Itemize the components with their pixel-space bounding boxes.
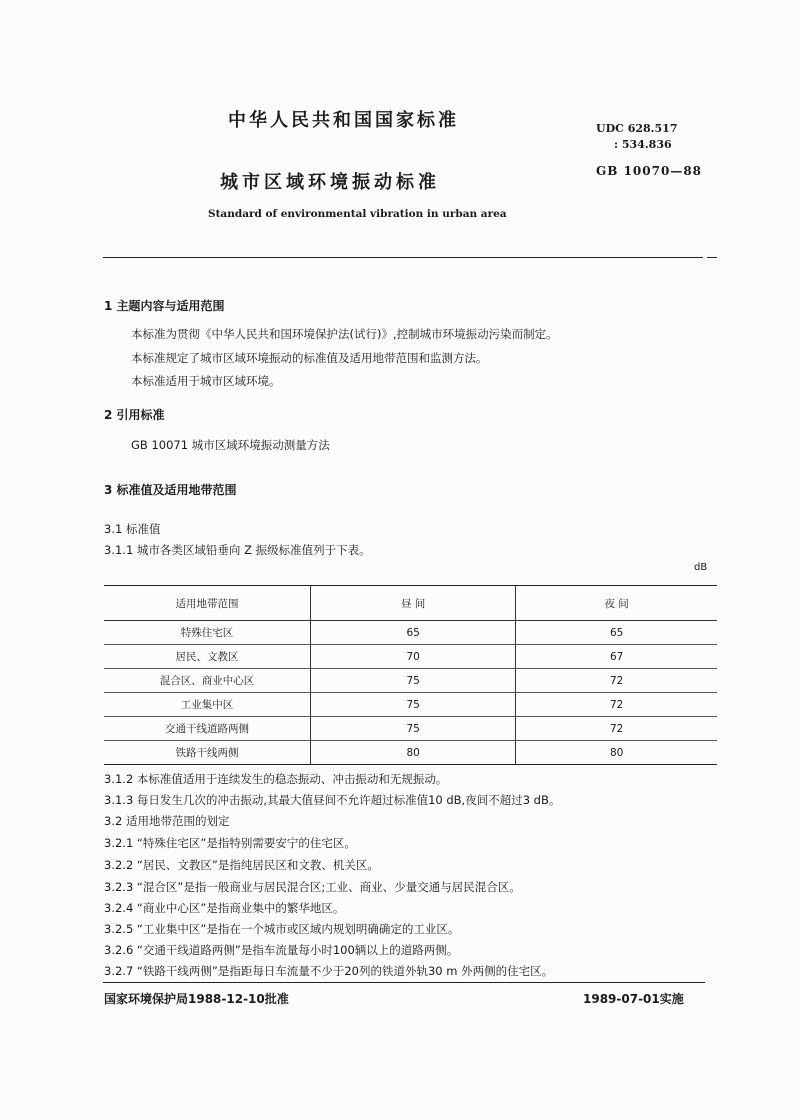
table-header-row [104, 586, 717, 621]
clause-3-1-2: 3.1.2 本标准值适用于连续发生的稳态振动、冲击振动和无规振动。 [104, 772, 448, 786]
night-value-cell: 65 [516, 621, 717, 645]
clause-3-2-3: 3.2.3 “混合区”是指一般商业与居民混合区;工业、商业、少量交通与居民混合区。 [104, 880, 521, 894]
udc-code-line2: : 534.836 [614, 138, 672, 151]
clause-3-1-3: 3.1.3 每日发生几次的冲击振动,其最大值昼间不允许超过标准值10 dB,夜间不超过3 dB。 [104, 793, 561, 807]
header-rule-dash [707, 257, 717, 258]
clause-3-2-6: 3.2.6 “交通干线道路两侧”是指车流量每小时100辆以上的道路两侧。 [104, 943, 459, 957]
clause-3-2-2: 3.2.2 “居民、文教区”是指纯居民区和文教、机关区。 [104, 858, 379, 872]
section-1-paragraph-1: 本标准为贯彻《中华人民共和国环境保护法(试行)》,控制城市环境振动污染而制定。 [131, 327, 558, 341]
table-row [104, 669, 717, 693]
table-row [104, 717, 717, 741]
night-value-cell: 72 [516, 693, 717, 717]
table-row [104, 741, 717, 765]
table-row [104, 693, 717, 717]
zone-cell: 铁路干线两侧 [104, 741, 311, 765]
effective-date: 1989-07-01实施 [583, 992, 684, 1006]
table-row [104, 621, 717, 645]
clause-3-2: 3.2 适用地带范围的划定 [104, 814, 230, 828]
night-value-cell: 72 [516, 717, 717, 741]
column-header-day: 昼 间 [311, 586, 516, 621]
day-value-cell: 70 [311, 645, 516, 669]
gb-number: GB 10070—88 [596, 164, 703, 178]
clause-3-2-5: 3.2.5 “工业集中区”是指在一个城市或区域内规划明确确定的工业区。 [104, 922, 460, 936]
section-1-paragraph-2: 本标准规定了城市区域环境振动的标准值及适用地带范围和监测方法。 [131, 351, 488, 365]
clause-3-2-1: 3.2.1 “特殊住宅区”是指特别需要安宁的住宅区。 [104, 836, 356, 850]
column-header-night: 夜 间 [516, 586, 717, 621]
zone-cell: 工业集中区 [104, 693, 311, 717]
approval-date: 国家环境保护局1988-12-10批准 [104, 992, 289, 1006]
header-rule [103, 257, 703, 258]
udc-code-line1: UDC 628.517 [596, 122, 678, 135]
zone-cell: 交通干线道路两侧 [104, 717, 311, 741]
standard-values-table [104, 585, 717, 765]
day-value-cell: 75 [311, 693, 516, 717]
national-standard-heading: 中华人民共和国国家标准 [228, 110, 459, 131]
section-1-heading: 1 主题内容与适用范围 [104, 299, 225, 313]
section-1-paragraph-3: 本标准适用于城市区域环境。 [131, 374, 281, 388]
night-value-cell: 80 [516, 741, 717, 765]
column-header-zone: 适用地带范围 [104, 586, 311, 621]
table-row [104, 645, 717, 669]
section-2-heading: 2 引用标准 [104, 408, 165, 422]
clause-3-2-7: 3.2.7 “铁路干线两侧”是指距每日车流量不少于20列的铁道外轨30 m 外两侧的住宅区。 [104, 964, 554, 978]
clause-3-2-4: 3.2.4 “商业中心区”是指商业集中的繁华地区。 [104, 901, 345, 915]
table-unit: dB [694, 562, 708, 573]
day-value-cell: 65 [311, 621, 516, 645]
zone-cell: 混合区、商业中心区 [104, 669, 311, 693]
document-title-en: Standard of environmental vibration in urban area [208, 208, 507, 220]
zone-cell: 居民、文教区 [104, 645, 311, 669]
night-value-cell: 67 [516, 645, 717, 669]
footer-rule [103, 982, 705, 983]
normative-reference: GB 10071 城市区域环境振动测量方法 [131, 438, 330, 452]
document-title-cn: 城市区域环境振动标准 [220, 172, 440, 193]
zone-cell: 特殊住宅区 [104, 621, 311, 645]
section-3-heading: 3 标准值及适用地带范围 [104, 483, 237, 497]
day-value-cell: 75 [311, 669, 516, 693]
clause-3-1-1: 3.1.1 城市各类区域铅垂向 Z 振级标准值列于下表。 [104, 543, 371, 557]
night-value-cell: 72 [516, 669, 717, 693]
day-value-cell: 80 [311, 741, 516, 765]
clause-3-1: 3.1 标准值 [104, 522, 161, 536]
day-value-cell: 75 [311, 717, 516, 741]
